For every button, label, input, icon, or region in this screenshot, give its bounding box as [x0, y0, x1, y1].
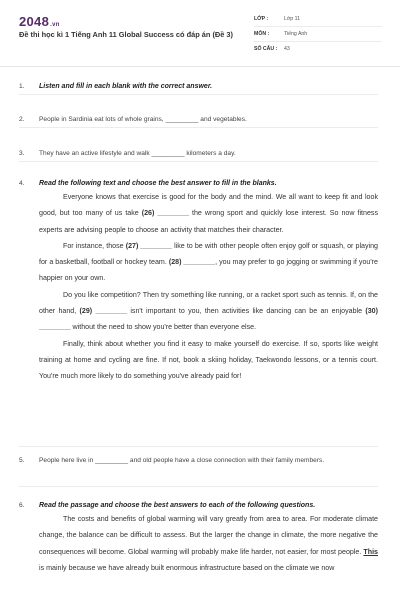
question-instruction: Read the passage and choose the best answers to each of the following questions. [39, 502, 316, 509]
question-1 [19, 78, 378, 95]
logo-main: 2048 [19, 14, 50, 29]
passage-text: Do you like competition? Then try something like running, or a racket sport such as tennis. If, on the other hand, [39, 290, 378, 316]
question-5 [19, 456, 378, 466]
passage-text: Finally, think about whether you find it easy to make yourself do exercise. If so, sports like weight training at home and cycling are fine. If not, book a skiing holiday, Taekwondo lessons, or a tennis court. You're much more likely to do something you've already paid for! [39, 339, 378, 381]
divider [19, 486, 378, 487]
question-text: They have an active lifestyle and walk _________ kilometers a day. [39, 149, 236, 157]
blank-26: (26) ________ [141, 209, 189, 218]
passage-text: isn't important to you, then activities like dancing can be an enjoyable [127, 307, 366, 316]
meta-value: Tiếng Anh [284, 31, 308, 37]
meta-key: SỐ CÂU : [254, 46, 278, 52]
underlined-word: This [363, 547, 378, 556]
passage-paragraph [39, 511, 378, 576]
question-number: 4. [19, 180, 25, 187]
exam-title: Đề thi học kì 1 Tiếng Anh 11 Global Success có đáp án (Đề 3) [19, 30, 233, 39]
question-text: People here live in _________ and old people have a close connection with their family members. [39, 457, 325, 464]
meta-grade [254, 12, 382, 27]
question-number: 3. [19, 149, 25, 157]
passage-paragraph [39, 238, 378, 287]
meta-value: Lớp 11 [284, 16, 300, 22]
blank-27: (27) ________ [125, 241, 172, 250]
question-number: 5. [19, 457, 25, 464]
question-number: 1. [19, 82, 25, 90]
passage-text: the wrong sport and quickly lose interest. So now fitness experts are advising people to choose an activity that matches their character. [39, 209, 379, 234]
passage-text: without the need to show you're better than everyone else. [70, 323, 257, 332]
exam-meta [254, 12, 382, 56]
page-header [0, 0, 400, 67]
blank-28: (28) ________ [168, 258, 216, 267]
question-header [19, 180, 378, 187]
question-2 [19, 111, 378, 128]
question-row [19, 456, 378, 466]
passage-paragraph [39, 189, 378, 238]
divider [19, 446, 378, 447]
passage-text: like to be with other people often enjoy golf or squash, or playing for a basketball, football or hockey team. [39, 241, 378, 267]
passage-text: , you may prefer to go jogging or swimming if you're happier on your own. [39, 258, 378, 283]
meta-value: 43 [284, 46, 290, 52]
question-3 [19, 145, 378, 162]
meta-subject [254, 27, 382, 42]
question-instruction: Listen and fill in each blank with the correct answer. [39, 82, 213, 90]
question-header [19, 502, 378, 509]
passage-text: For instance, those [63, 241, 126, 250]
question-4 [19, 180, 378, 385]
site-logo[interactable] [19, 14, 60, 29]
passage-paragraph [39, 336, 378, 385]
passage-text: is mainly because we have already built enormous infrastructure based on the climate we now [39, 563, 335, 572]
question-number: 6. [19, 502, 25, 509]
passage-text: The costs and benefits of global warming will vary greatly from area to area. For moderate climate change, the balance can be difficult to assess. But the larger the change in climate, the more negative the consequences will become. Global warming will probably make life harder, not easier, for most people. [39, 515, 378, 556]
passage-text: Everyone knows that exercise is good for the body and the mind. We all want to keep fit and look good, but too many of us take [39, 193, 378, 218]
meta-key: MÔN : [254, 31, 270, 37]
question-text: People in Sardinia eat lots of whole grains, _________ and vegetables. [39, 115, 247, 123]
passage-paragraph [39, 287, 378, 336]
question-number: 2. [19, 115, 25, 123]
logo-suffix: .vn [50, 22, 60, 28]
blank-29: (29) ________ [79, 307, 128, 316]
question-instruction: Read the following text and choose the best answer to fill in the blanks. [39, 180, 277, 187]
meta-key: LỚP : [254, 16, 269, 22]
question-6 [19, 502, 378, 576]
blank-30: (30) ________ [39, 307, 378, 332]
meta-count [254, 42, 382, 56]
